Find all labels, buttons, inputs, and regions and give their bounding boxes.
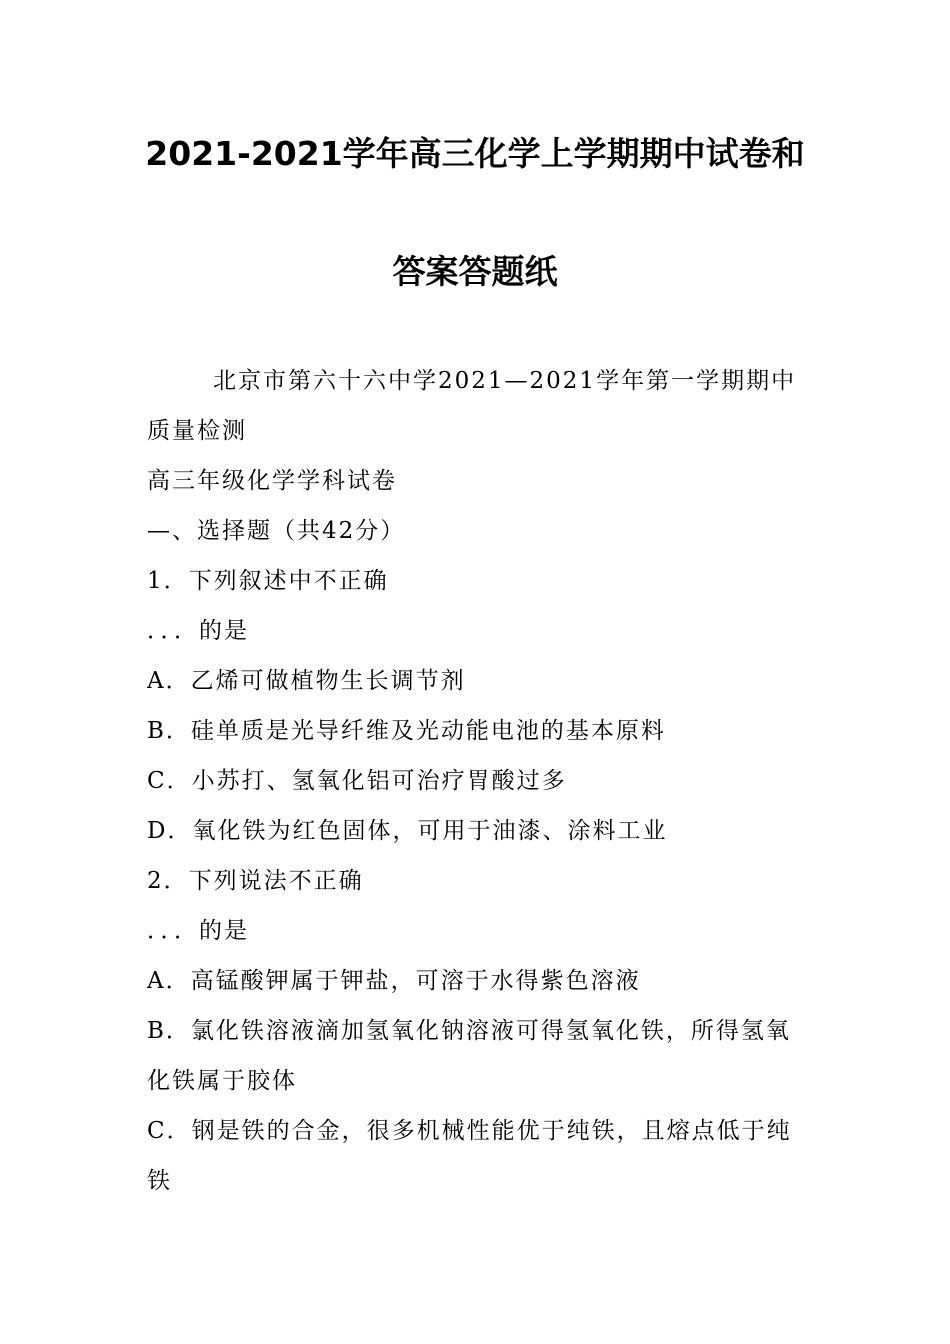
question-1-stem: 1．下列叙述中不正确 bbox=[147, 568, 389, 594]
school-heading-line-1: 北京市第六十六中学2021—2021学年第一学期期中 bbox=[213, 368, 797, 394]
question-2-option-c-continued: 铁 bbox=[147, 1168, 172, 1194]
question-1-option-b: B．硅单质是光导纤维及光动能电池的基本原料 bbox=[147, 718, 666, 744]
question-2-option-a: A．高锰酸钾属于钾盐，可溶于水得紫色溶液 bbox=[147, 968, 641, 994]
document-title-line-1: 2021-2021学年高三化学上学期期中试卷和 bbox=[145, 134, 805, 173]
section-heading: —、选择题（共42分） bbox=[147, 518, 406, 544]
question-1-option-c: C．小苏打、氢氧化铝可治疗胃酸过多 bbox=[147, 768, 567, 794]
document-title-line-2: 答案答题纸 bbox=[392, 252, 558, 291]
school-heading-line-2: 质量检测 bbox=[147, 418, 247, 444]
document-body bbox=[147, 356, 817, 1206]
question-2-stem: 2．下列说法不正确 bbox=[147, 868, 364, 894]
question-2-stem-continued: ．．．的是 bbox=[147, 918, 249, 944]
question-1-option-a: A．乙烯可做植物生长调节剂 bbox=[147, 668, 466, 694]
question-2-option-b: B．氯化铁溶液滴加氢氧化钠溶液可得氢氧化铁，所得氢氧 bbox=[147, 1018, 791, 1044]
question-2-option-b-continued: 化铁属于胶体 bbox=[147, 1068, 297, 1094]
question-1-stem-continued: ．．．的是 bbox=[147, 618, 249, 644]
question-2-option-c: C．钢是铁的合金，很多机械性能优于纯铁，且熔点低于纯 bbox=[147, 1118, 792, 1144]
subject-heading: 高三年级化学学科试卷 bbox=[147, 468, 397, 494]
question-1-option-d: D．氧化铁为红色固体，可用于油漆、涂料工业 bbox=[147, 818, 668, 844]
